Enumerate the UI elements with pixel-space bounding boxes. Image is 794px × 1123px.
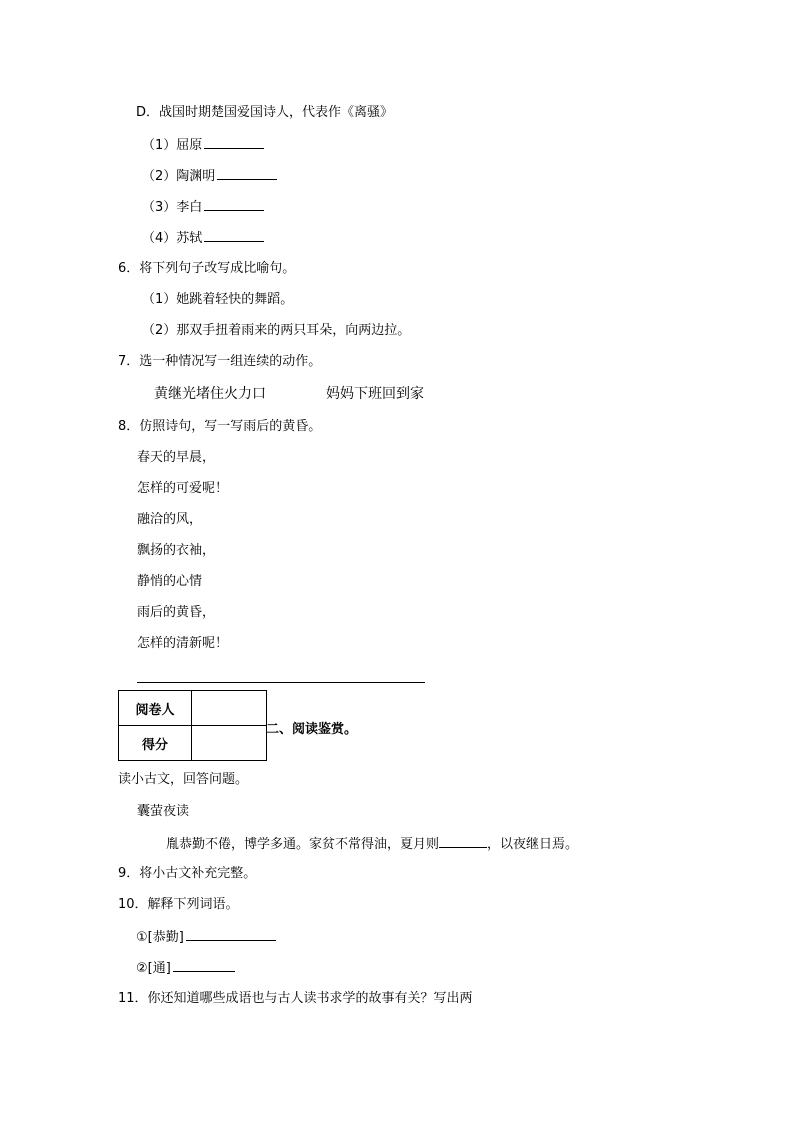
poem-line: 春天的早晨， <box>137 450 216 465</box>
answer-item-label: （1）屈原 <box>142 138 203 153</box>
reading-text-before: 胤恭勤不倦，博学多通。家贫不常得油，夏月则 <box>166 837 440 852</box>
poem-line: 飘扬的衣袖， <box>137 543 216 558</box>
answer-item-label: （3）李白 <box>142 200 203 215</box>
question-7-option-2: 妈妈下班回到家 <box>326 386 424 402</box>
poem-line: 雨后的黄昏， <box>137 605 216 620</box>
reading-blank[interactable] <box>439 834 487 848</box>
answer-item-label: （2）陶渊明 <box>142 169 216 184</box>
poem-line: 怎样的清新呢！ <box>137 636 229 651</box>
reading-title: 囊萤夜读 <box>137 804 190 819</box>
score-cell[interactable] <box>192 726 267 761</box>
answer-item-1 <box>142 135 264 155</box>
answer-blank[interactable] <box>204 135 264 149</box>
question-10-word-2 <box>136 958 235 978</box>
question-7-title: 7．选一种情况写一组连续的动作。 <box>118 354 322 369</box>
answer-item-4 <box>142 228 264 248</box>
word-label: ②[通] <box>136 961 171 976</box>
poem-line: 融洽的风， <box>137 512 203 527</box>
score-table <box>118 690 267 761</box>
question-8-title: 8．仿照诗句，写一写雨后的黄昏。 <box>118 419 322 434</box>
question-6-sentence-1: （1）她跳着轻快的舞蹈。 <box>142 292 294 307</box>
reading-intro: 读小古文，回答问题。 <box>118 772 249 787</box>
poem-line: 怎样的可爱呢！ <box>137 481 229 496</box>
reading-text-after: ，以夜继日焉。 <box>487 837 579 852</box>
answer-item-label: （4）苏轼 <box>142 231 203 246</box>
answer-blank[interactable] <box>217 166 277 180</box>
score-label: 得分 <box>119 726 192 761</box>
question-9-title: 9．将小古文补充完整。 <box>118 866 257 881</box>
question-10-title: 10．解释下列词语。 <box>118 897 239 912</box>
answer-item-3 <box>142 197 264 217</box>
word-label: ①[恭勤] <box>136 930 184 945</box>
answer-blank[interactable] <box>204 197 264 211</box>
question-10-word-1 <box>136 927 276 947</box>
reviewer-label: 阅卷人 <box>119 691 192 726</box>
reading-text <box>166 834 578 854</box>
question-7-option-1: 黄继光堵住火力口 <box>154 386 266 402</box>
option-d: D．战国时期楚国爱国诗人，代表作《离骚》 <box>136 105 394 120</box>
answer-item-2 <box>142 166 277 186</box>
answer-blank[interactable] <box>186 927 276 941</box>
answer-blank[interactable] <box>173 958 235 972</box>
poem-line: 静悄的心情 <box>137 574 203 589</box>
question-6-sentence-2: （2）那双手扭着雨来的两只耳朵，向两边拉。 <box>142 323 411 338</box>
answer-long-line[interactable] <box>137 682 425 683</box>
reviewer-cell[interactable] <box>192 691 267 726</box>
answer-blank[interactable] <box>204 228 264 242</box>
question-6-title: 6．将下列句子改写成比喻句。 <box>118 261 296 276</box>
section-2-title: 二、阅读鉴赏。 <box>266 722 358 737</box>
question-11-title: 11．你还知道哪些成语也与古人读书求学的故事有关？写出两 <box>118 991 473 1006</box>
